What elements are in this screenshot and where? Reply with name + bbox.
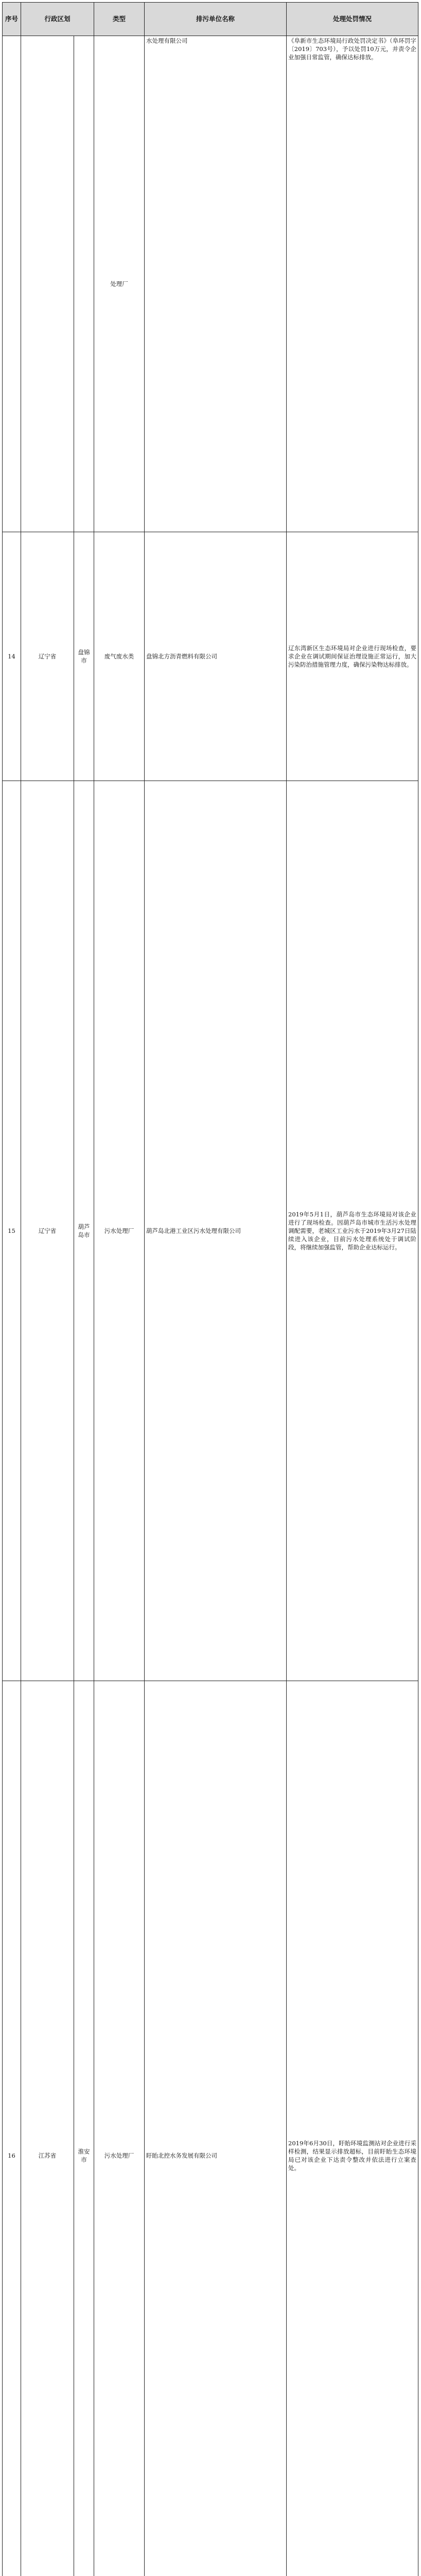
header-penalty: 处理处罚情况 <box>287 3 418 36</box>
table-header-row <box>3 3 418 36</box>
cell-province: 辽宁省 <box>21 532 74 781</box>
cell-no: 15 <box>3 781 21 1681</box>
cell-type: 污水处理厂 <box>94 781 145 1681</box>
table-row <box>3 1681 418 2576</box>
cell-city: 淮安市 <box>74 1681 94 2576</box>
cell-no: 14 <box>3 532 21 781</box>
header-no: 序号 <box>3 3 21 36</box>
table-row <box>3 36 418 532</box>
cell-province <box>21 36 74 532</box>
cell-type: 废气废水类 <box>94 532 145 781</box>
cell-penalty: 2019年6月30日，盱眙环境监测站对企业进行采样检测，结果显示排放超标，目前盱眙生态环境局已对该企业下达责令整改并依法进行立案查处。 <box>287 1681 418 2576</box>
cell-type: 处理厂 <box>94 36 145 532</box>
cell-penalty: 辽东湾新区生态环境局对企业进行现场检查，要求企业在调试期间保证治理设施正常运行，加大污染防治措施管理力度，确保污染物达标排放。 <box>287 532 418 781</box>
table-row <box>3 781 418 1681</box>
report-table <box>2 2 418 2576</box>
table-row <box>3 532 418 781</box>
cell-city: 盘锦市 <box>74 532 94 781</box>
header-region: 行政区划 <box>21 3 94 36</box>
cell-company: 盘锦北方沥青燃料有限公司 <box>145 532 287 781</box>
cell-company: 葫芦岛北港工业区污水处理有限公司 <box>145 781 287 1681</box>
cell-type: 污水处理厂 <box>94 1681 145 2576</box>
cell-city: 葫芦岛市 <box>74 781 94 1681</box>
cell-province: 江苏省 <box>21 1681 74 2576</box>
cell-company: 盱眙北控水务发展有限公司 <box>145 1681 287 2576</box>
cell-no: 16 <box>3 1681 21 2576</box>
cell-penalty: 2019年5月1日，葫芦岛市生态环境局对该企业进行了现场检查。因葫芦岛市城市生活污水处理调配需要，老城区工业污水于2019年3月27日陆续进入该企业，目前污水处理系统处于调试阶段，将继续加强监管，帮助企业达标运行。 <box>287 781 418 1681</box>
cell-province: 辽宁省 <box>21 781 74 1681</box>
cell-no <box>3 36 21 532</box>
cell-penalty: 《阜新市生态环境局行政处罚决定书》（阜环罚字〔2019〕703号），予以处罚10万元，并责令企业加强日常监管，确保达标排放。 <box>287 36 418 532</box>
cell-company: 水处理有限公司 <box>145 36 287 532</box>
header-company: 排污单位名称 <box>145 3 287 36</box>
header-type: 类型 <box>94 3 145 36</box>
cell-city <box>74 36 94 532</box>
